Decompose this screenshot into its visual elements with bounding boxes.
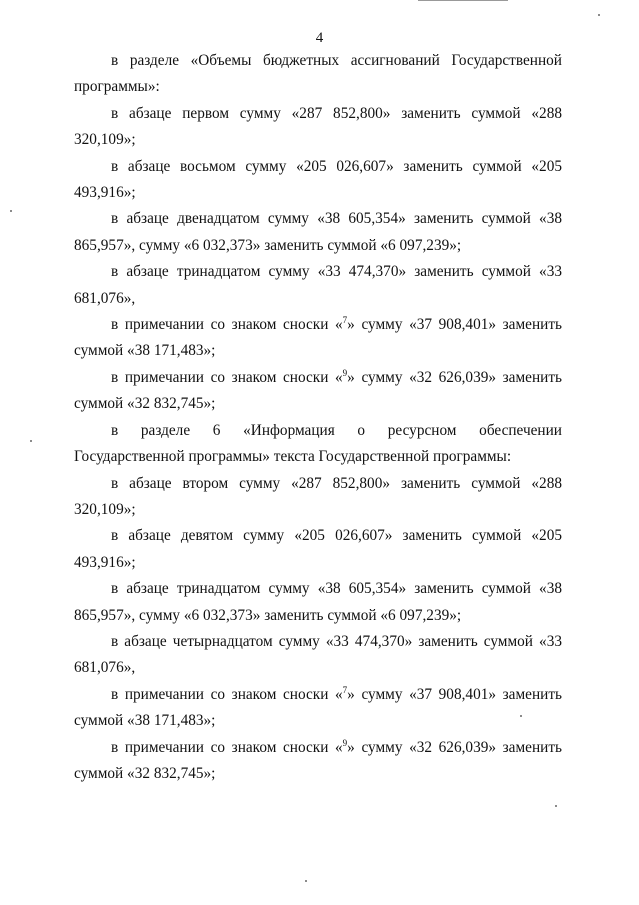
scan-edge-mark	[418, 0, 508, 1]
scan-speck	[598, 14, 600, 16]
paragraph: в абзаце тринадцатом сумму «38 605,354» заменить суммой «38 865,957», сумму «6 032,373» заменить суммой «6 097,239»;	[74, 580, 562, 624]
footnote-mark: 9	[342, 367, 348, 378]
page-number: 4	[315, 30, 324, 46]
paragraph: в абзаце двенадцатом сумму «38 605,354» заменить суммой «38 865,957», сумму «6 032,373» заменить суммой «6 097,239»;	[74, 210, 562, 254]
paragraph-text: » сумму «37 908,401» заменить суммой «38 171,483»;	[74, 685, 562, 730]
paragraph: в абзаце девятом сумму «205 026,607» заменить суммой «205 493,916»;	[74, 527, 562, 571]
paragraph: в абзаце восьмом сумму «205 026,607» заменить суммой «205 493,916»;	[74, 157, 562, 202]
footnote-mark: 7	[342, 315, 348, 326]
paragraph-text: в примечании со знаком сноски «	[111, 316, 343, 334]
paragraph: в абзаце четырнадцатом сумму «33 474,370» заменить суммой «33 681,076»,	[74, 632, 562, 677]
paragraph-text: в примечании со знаком сноски «	[111, 685, 343, 703]
paragraph: в абзаце первом сумму «287 852,800» заменить суммой «288 320,109»;	[74, 104, 562, 149]
paragraph-text: в примечании со знаком сноски «	[111, 368, 343, 386]
scan-speck	[30, 440, 32, 442]
paragraph-text: » сумму «32 626,039» заменить суммой «32 832,745»;	[74, 368, 562, 413]
paragraph: в разделе 6 «Информация о ресурсном обеспечении Государственной программы» текста Государственной программы:	[74, 421, 562, 466]
paragraph: в абзаце тринадцатом сумму «33 474,370» заменить суммой «33 681,076»,	[74, 263, 562, 307]
scan-speck	[10, 210, 12, 212]
paragraph-text: » сумму «37 908,401» заменить суммой «38 171,483»;	[74, 316, 562, 360]
paragraph-footnote-note	[74, 312, 562, 365]
paragraph-footnote-note	[74, 365, 562, 418]
paragraph: в разделе «Объемы бюджетных ассигнований Государственной программы»:	[74, 52, 562, 96]
paragraph-footnote-note	[74, 735, 562, 788]
paragraph-text: » сумму «32 626,039» заменить суммой «32 832,745»;	[74, 738, 562, 782]
scan-speck	[555, 805, 557, 807]
document-body	[74, 48, 562, 787]
paragraph: в абзаце втором сумму «287 852,800» заменить суммой «288 320,109»;	[74, 474, 562, 518]
scan-speck	[305, 880, 307, 882]
paragraph-text: в примечании со знаком сноски «	[111, 738, 343, 756]
paragraph-footnote-note	[74, 682, 562, 735]
footnote-mark: 9	[342, 737, 348, 748]
footnote-mark: 7	[342, 684, 348, 695]
